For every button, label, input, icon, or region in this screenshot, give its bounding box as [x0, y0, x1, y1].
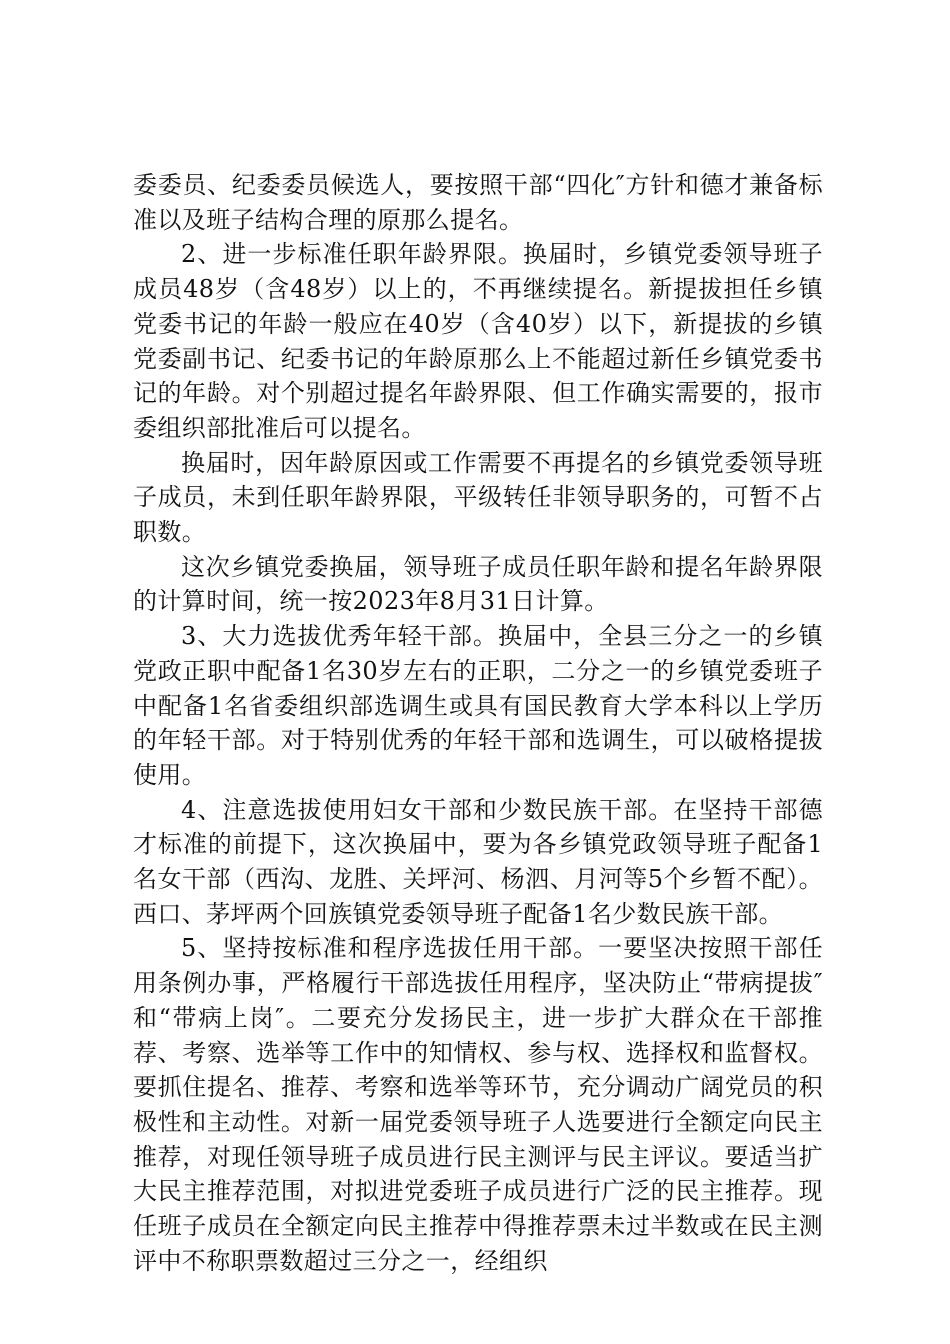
- paragraph-age-limits: 2、进一步标准任职年龄界限。换届时，乡镇党委领导班子成员48岁（含48岁）以上的，不再继续提名。新提拔担任乡镇党委书记的年龄一般应在40岁（含40岁）以下，新提拔的乡镇党委副书记、纪委书记的年龄原那么上不能超过新任乡镇党委书记的年龄。对个别超过提名年龄界限、但工作确实需要的，报市委组织部批准后可以提名。: [133, 240, 823, 442]
- paragraph-age-calculation-date: 这次乡镇党委换届，领导班子成员任职年龄和提名年龄界限的计算时间，统一按2023年8月31日计算。: [133, 552, 823, 616]
- paragraph-selection-procedures: 5、坚持按标准和程序选拔任用干部。一要坚决按照干部任用条例办事，严格履行干部选拔任用程序，坚决防止“带病提拔″和“带病上岗″。二要充分发扬民主，进一步扩大群众在干部推荐、考察、选举等工作中的知情权、参与权、选择权和监督权。要抓住提名、推荐、考察和选举等环节，充分调动广阔党员的积极性和主动性。对新一届党委领导班子人选要进行全额定向民主推荐，对现任领导班子成员进行民主测评与民主评议。要适当扩大民主推荐范围，对拟进党委班子成员进行广泛的民主推荐。现任班子成员在全额定向民主推荐中得推荐票未过半数或在民主测评中不称职票数超过三分之一，经组织: [133, 934, 823, 1275]
- paragraph-non-leadership-posts: 换届时，因年龄原因或工作需要不再提名的乡镇党委领导班子成员，未到任职年龄界限，平级转任非领导职务的，可暂不占职数。: [133, 448, 823, 547]
- paragraph-continuation: 委委员、纪委委员候选人，要按照干部“四化″方针和德才兼备标准以及班子结构合理的原那么提名。: [133, 171, 823, 234]
- paragraph-women-minority-cadres: 4、注意选拔使用妇女干部和少数民族干部。在坚持干部德才标准的前提下，这次换届中，要为各乡镇党政领导班子配备1名女干部（西沟、龙胜、关坪河、杨泗、月河等5个乡暂不配）。西口、茅坪两个回族镇党委领导班子配备1名少数民族干部。: [133, 795, 823, 928]
- document-body: [133, 168, 823, 1279]
- paragraph-young-cadres: 3、大力选拔优秀年轻干部。换届中，全县三分之一的乡镇党政正职中配备1名30岁左右的正职，二分之一的乡镇党委班子中配备1名省委组织部选调生或具有国民教育大学本科以上学历的年轻干部。对于特别优秀的年轻干部和选调生，可以破格提拔使用。: [133, 622, 823, 789]
